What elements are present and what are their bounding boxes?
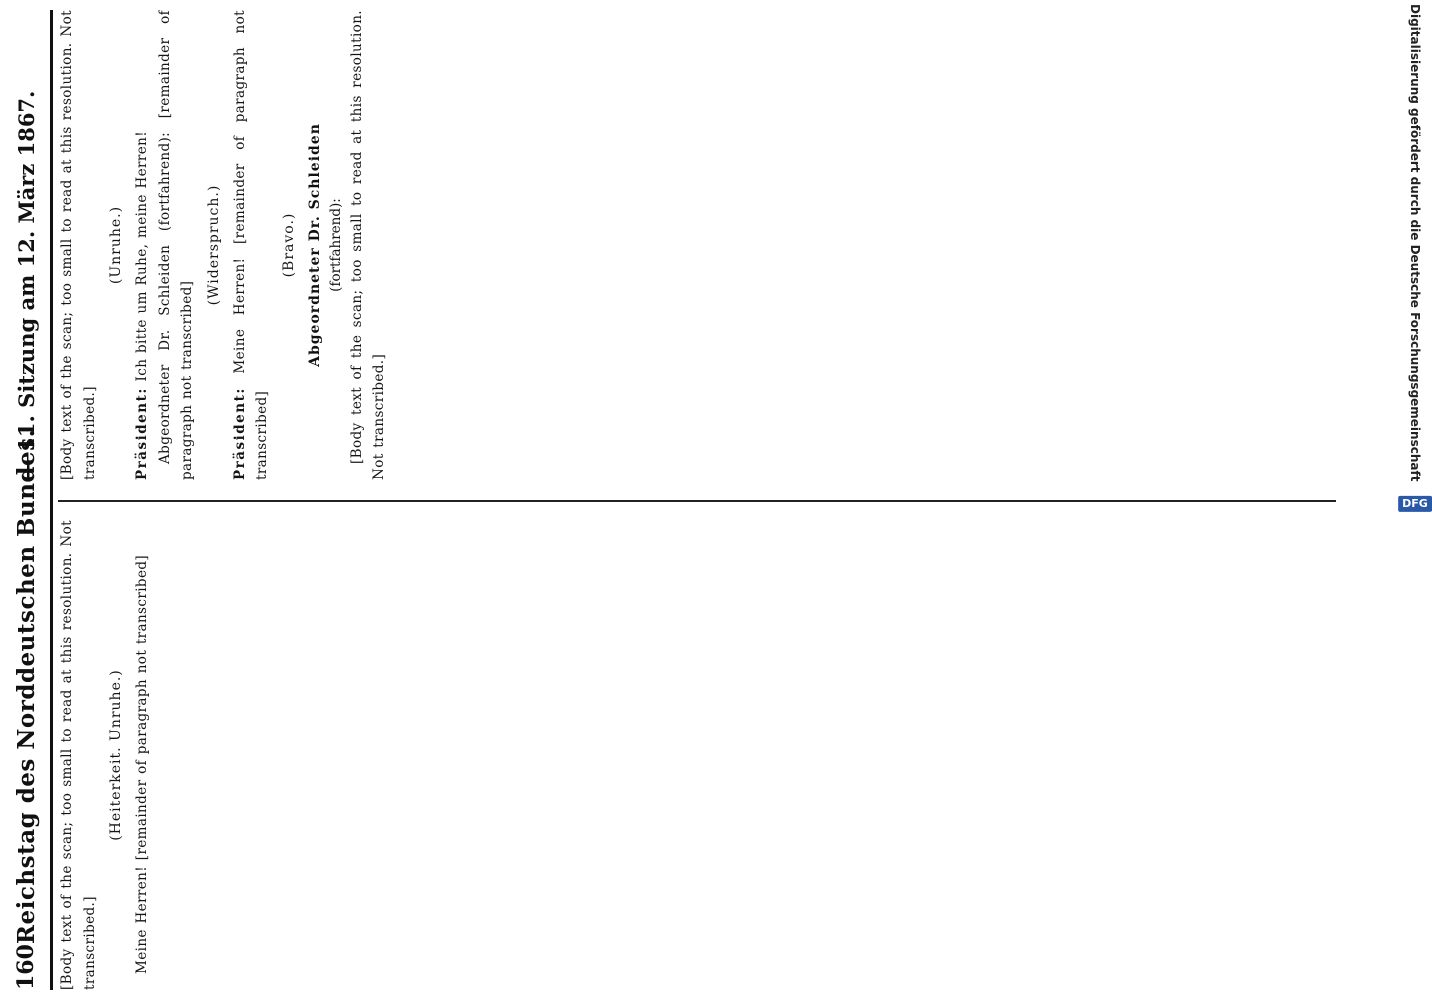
digitization-credit [1398, 4, 1432, 996]
session-date-title: — 11. Sitzung am 12. März 1867. [13, 90, 39, 480]
dfg-logo: DFG [1398, 496, 1432, 512]
stage-direction: (Widerspruch.) [205, 184, 222, 306]
right-text-column [56, 10, 1336, 480]
body-paragraph: [Body text of the scan; too small to read at this resolution. Not transcribed.] [348, 10, 387, 480]
column-divider [58, 500, 1336, 502]
left-text-column [56, 520, 1336, 990]
stage-direction: (Heiterkeit. Unruhe.) [108, 669, 124, 841]
body-paragraph: Meine Herren! [remainder of paragraph not transcribed] [134, 554, 150, 974]
header-rule [50, 10, 53, 990]
body-paragraph: [Body text of the scan; too small to read at this resolution. Not transcribed.] [59, 10, 98, 480]
speaker-name: Präsident: [231, 387, 248, 480]
page-number: 160 [13, 944, 39, 990]
stage-direction: (Unruhe.) [108, 205, 124, 285]
page-header-left [6, 428, 46, 990]
body-paragraph [131, 10, 154, 480]
stage-direction: (Bravo.) [280, 212, 297, 278]
publication-title: Reichstag des Norddeutschen Bundes. [12, 428, 40, 945]
body-paragraph [229, 10, 274, 480]
body-paragraph: [Body text of the scan; too small to read at this resolution. Not transcribed.] [59, 520, 98, 990]
speaker-name: Präsident: [134, 387, 150, 480]
page-header-right [6, 10, 46, 480]
speaker-heading: Abgeordneter Dr. Schleiden [306, 123, 323, 367]
paragraph-text: Meine Herren! [remainder of paragraph not transcribed] [231, 10, 270, 480]
credit-text: Digitalisierung gefördert durch die Deutsche Forschungsgemeinschaft [1408, 4, 1422, 482]
paragraph-text: Ich bitte um Ruhe, meine Herren! [134, 130, 150, 382]
body-paragraph: Abgeordneter Dr. Schleiden (fortfahrend): [remainder of paragraph not transcribed] [156, 10, 195, 480]
speaker-subheading: (fortfahrend): [327, 198, 344, 292]
